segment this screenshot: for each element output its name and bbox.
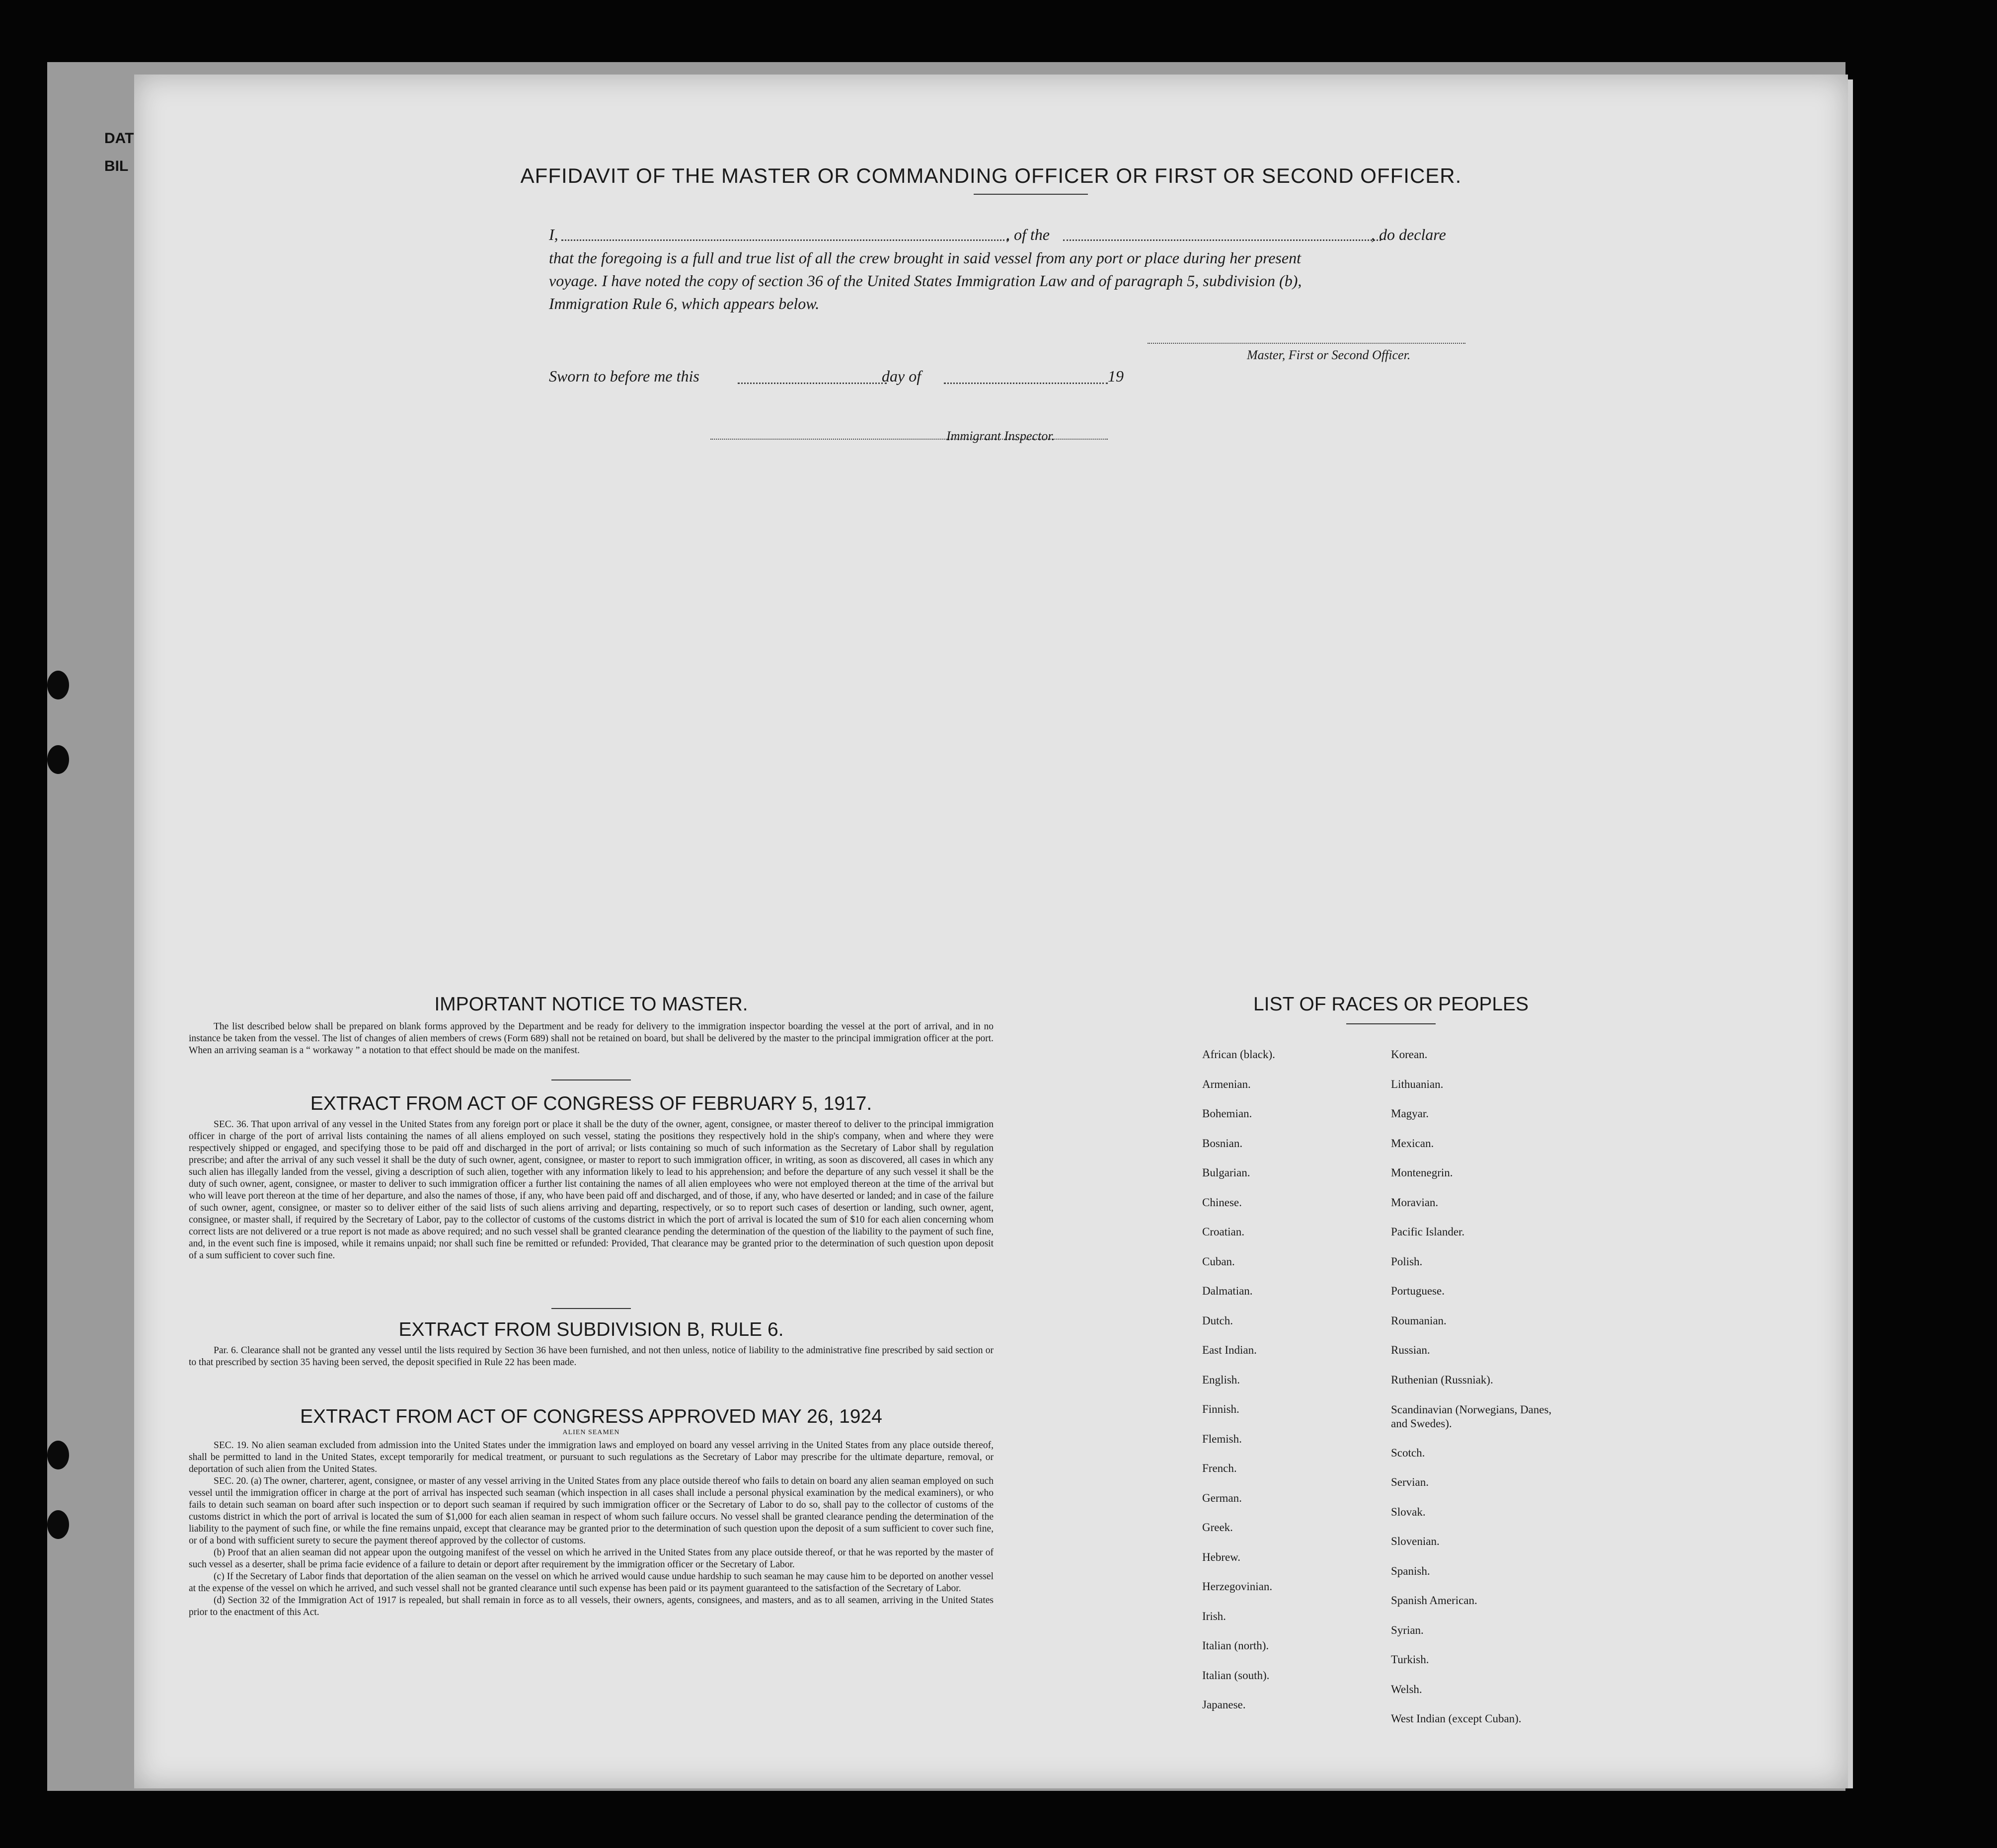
race-item: Bohemian. xyxy=(1202,1107,1252,1120)
race-item: Scotch. xyxy=(1391,1446,1425,1459)
race-item: Pacific Islander. xyxy=(1391,1226,1465,1238)
race-item: Syrian. xyxy=(1391,1623,1424,1636)
sworn-day-blank xyxy=(738,383,887,384)
race-item: Armenian. xyxy=(1202,1078,1251,1090)
race-item: German. xyxy=(1202,1491,1242,1504)
race-item: Turkish. xyxy=(1391,1653,1429,1666)
sworn-text: Sworn to before me this xyxy=(549,367,699,385)
race-item: Irish. xyxy=(1202,1610,1226,1622)
punch-hole xyxy=(47,1510,69,1539)
race-item: Bulgarian. xyxy=(1202,1166,1250,1179)
master-label: Master, First or Second Officer. xyxy=(1247,348,1411,362)
race-item: Moravian. xyxy=(1391,1196,1439,1209)
extract-1924-subtitle: ALIEN SEAMEN xyxy=(562,1429,620,1436)
affidavit-i: I, xyxy=(549,226,558,243)
extract-1924-text: SEC. 19. No alien seaman excluded from admission into the United States under the immigration laws and employed on board any vessel arriving in the United States from any place outside thereof, shall be permitted to land in the United States, except temporarily for medical treatment, or pursuant to such regulations as the Secretary of Labor may prescribe for the ultimate departure, removal, or deportation of such alien from the United States. SEC. 20. (a) The owner, charterer, agent, consignee, or master of any vessel arriving in the United States from any place outside thereof who fails to detain on board any alien seaman employed on such vessel until the immigration officer in charge at the port of arrival has inspected such seaman (which inspection in all cases shall include a personal physical examination by the medical examiners), or who fails to detain such seaman on board after such inspection or to deport such seaman if required by such immigration officer or the Secretary of Labor to do so, shall pay to the collector of customs of the customs district in which the port of arrival is located the sum of $1,000 for each alien seaman in respect of whom such failure occurs. No vessel shall be granted clearance pending the determination of the liability to the payment of such fine, or while the fine remains unpaid, except that clearance may be granted prior to the determination of such question upon the deposit of a sum sufficient to cover such fine, or of a bond with sufficient surety to secure the payment thereof approved by the collector of customs. (b) Proof that an alien seaman did not appear upon the outgoing manifest of the vessel on which he arrived in the United States from any place outside thereof, or that he was reported by the master of such vessel as a deserter, shall be prima facie evidence of a failure to detain or deport after requirement by the immigration officer or the Secretary of Labor. (c) If the Secretary of Labor finds that deportation of the alien seaman on the vessel on which he arrived would cause undue hardship to such seaman he may cause him to be deported on another vessel at the expense of the vessel on which he arrived, and such vessel shall not be granted clearance until such expense has been paid or its payment guaranteed to the satisfaction of the Secretary of Labor. (d) Section 32 of the Immigration Act of 1917 is repealed, but shall remain in force as to all vessels, their owners, agents, consignees, and masters, and as to all seamen, arriving in the United States prior to the enactment of this Act. xyxy=(189,1440,994,1617)
affidavit-of-the: , of the xyxy=(1006,226,1050,243)
race-item: Portuguese. xyxy=(1391,1285,1445,1297)
race-item: Chinese. xyxy=(1202,1196,1242,1209)
race-item: Magyar. xyxy=(1391,1107,1429,1120)
document-page xyxy=(134,75,1848,1788)
race-item: Bosnian. xyxy=(1202,1137,1243,1150)
section-divider xyxy=(551,1079,631,1080)
notice-title: IMPORTANT NOTICE TO MASTER. xyxy=(434,994,748,1015)
race-item: Spanish. xyxy=(1391,1564,1430,1577)
race-item: Scandinavian (Norwegians, Danes, and Swedes). xyxy=(1391,1403,1552,1430)
race-item: Roumanian. xyxy=(1391,1314,1447,1327)
punch-hole xyxy=(47,671,69,699)
race-item: Montenegrin. xyxy=(1391,1166,1453,1179)
punch-hole xyxy=(47,1441,69,1469)
race-item: Servian. xyxy=(1391,1476,1429,1488)
race-item: West Indian (except Cuban). xyxy=(1391,1712,1522,1725)
affidavit-line-4: Immigration Rule 6, which appears below. xyxy=(549,295,820,312)
affidavit-line-2: that the foregoing is a full and true list of all the crew brought in said vessel from any port or place during her present xyxy=(549,249,1301,267)
race-item: East Indian. xyxy=(1202,1344,1257,1356)
race-item: Welsh. xyxy=(1391,1683,1422,1695)
race-item: Japanese. xyxy=(1202,1698,1246,1711)
race-item: Finnish. xyxy=(1202,1403,1239,1415)
race-item: Hebrew. xyxy=(1202,1550,1241,1563)
race-item: Dalmatian. xyxy=(1202,1285,1253,1297)
race-item: Croatian. xyxy=(1202,1226,1244,1238)
race-item: French. xyxy=(1202,1462,1237,1474)
master-signature-line xyxy=(1148,343,1465,344)
extract-rule-6-title: EXTRACT FROM SUBDIVISION B, RULE 6. xyxy=(398,1319,784,1340)
race-item: Polish. xyxy=(1391,1255,1423,1268)
race-item: Italian (south). xyxy=(1202,1669,1270,1682)
race-item: Cuban. xyxy=(1202,1255,1235,1268)
race-item: Herzegovinian. xyxy=(1202,1580,1273,1593)
race-item: Mexican. xyxy=(1391,1137,1434,1150)
affidavit-line-3: voyage. I have noted the copy of section 36 of the United States Immigration Law and of paragraph 5, subdivision (b), xyxy=(549,272,1302,290)
race-item: Greek. xyxy=(1202,1521,1233,1534)
punch-hole xyxy=(47,745,69,774)
race-item: English. xyxy=(1202,1373,1240,1386)
race-item: Dutch. xyxy=(1202,1314,1233,1327)
races-divider xyxy=(1346,1023,1436,1024)
margin-mark-dat: DAT xyxy=(104,130,134,147)
race-item: African (black). xyxy=(1202,1048,1275,1061)
race-item: Italian (north). xyxy=(1202,1639,1269,1652)
affidavit-declare: , do declare xyxy=(1371,226,1446,243)
race-item: Korean. xyxy=(1391,1048,1428,1061)
extract-1917-text: SEC. 36. That upon arrival of any vessel in the United States from any foreign port or place it shall be the duty of the owner, agent, consignee, or master thereof to deliver to the principal immigration officer in charge of the port of arrival lists containing the names of all aliens employed on such vessel, stating the positions they respectively hold in the ship's company, when and where they were respectively shipped or engaged, and specifying those to be paid off and discharged in the port of arrival; or lists containing so much of such information as the Secretary of Labor shall by regulation prescribe; and after the arrival of any such vessel it shall be the duty of such owner, agent, consignee, or master to report to such immigration officer, in writing, as soon as discovered, all cases in which any such alien has illegally landed from the vessel, giving a description of such alien, together with any information likely to lead to his apprehension; and before the departure of any such vessel it shall be the duty of such owner, agent, consignee, or master to deliver to such immigration officer a further list containing the names of all alien employees who were not employed thereon at the time of the arrival but who will leave port thereon at the time of her departure, and also the names of those, if any, who have been paid off and discharged, and of those, if any, who have deserted or landed; and in case of the failure of such owner, agent, consignee, or master so to deliver either of the said lists of such aliens arriving and departing, respectively, or so to report such cases of desertion or landing, such owner, agent, consignee, or master shall, if required by the Secretary of Labor, pay to the collector of customs of the customs district in which the port of arrival is located the sum of $10 for each alien concerning whom correct lists are not delivered or a true report is not made as above required; and no such vessel shall be granted clearance pending the determination of the question of the liability to the payment of such fine, and, in the event such fine is imposed, while it remains unpaid; nor shall such fine be remitted or refunded: Provided, That clearance may be granted prior to the determination of such question upon deposit of a sum sufficient to cover such fine. xyxy=(189,1119,994,1261)
inspector-label: Immigrant Inspector. xyxy=(946,429,1055,443)
race-item: Ruthenian (Russniak). xyxy=(1391,1373,1493,1386)
race-item: Lithuanian. xyxy=(1391,1078,1444,1090)
race-item: Slovak. xyxy=(1391,1505,1426,1518)
extract-rule-6-text: Par. 6. Clearance shall not be granted any vessel until the lists required by Section 36 have been furnished, and not then unless, notice of liability to the administrative fine prescribed by said section or to that prescribed by section 35 having been served, the deposit specified in Rule 22 has been made. xyxy=(189,1345,994,1368)
title-divider xyxy=(974,194,1088,195)
races-title: LIST OF RACES OR PEOPLES xyxy=(1253,994,1529,1015)
section-divider xyxy=(551,1308,631,1309)
day-of-text: day of xyxy=(882,367,922,385)
race-item: Slovenian. xyxy=(1391,1535,1440,1547)
race-item: Flemish. xyxy=(1202,1432,1242,1445)
affidavit-title: AFFIDAVIT OF THE MASTER OR COMMANDING OFFICER OR FIRST OR SECOND OFFICER. xyxy=(520,164,1462,187)
vessel-blank xyxy=(1063,239,1381,241)
extract-1917-title: EXTRACT FROM ACT OF CONGRESS OF FEBRUARY 5, 1917. xyxy=(310,1093,872,1114)
name-blank xyxy=(561,239,1008,241)
extract-1924-title: EXTRACT FROM ACT OF CONGRESS APPROVED MAY 26, 1924 xyxy=(300,1406,882,1427)
sworn-month-blank xyxy=(944,383,1108,384)
margin-mark-bil: BIL xyxy=(104,158,129,174)
race-item: Spanish American. xyxy=(1391,1594,1477,1607)
race-item: Russian. xyxy=(1391,1344,1430,1356)
notice-text: The list described below shall be prepared on blank forms approved by the Department and be ready for delivery to the immigration inspector boarding the vessel at the port of arrival, and in no instance be taken from the vessel. The list of changes of alien members of crews (Form 689) shall not be retained on board, but shall be delivered by the master to the principal immigration officer at the port. When an arriving seaman is a “ workaway ” a notation to that effect should be made on the manifest. xyxy=(189,1021,994,1056)
sworn-year: 19 xyxy=(1108,367,1124,385)
